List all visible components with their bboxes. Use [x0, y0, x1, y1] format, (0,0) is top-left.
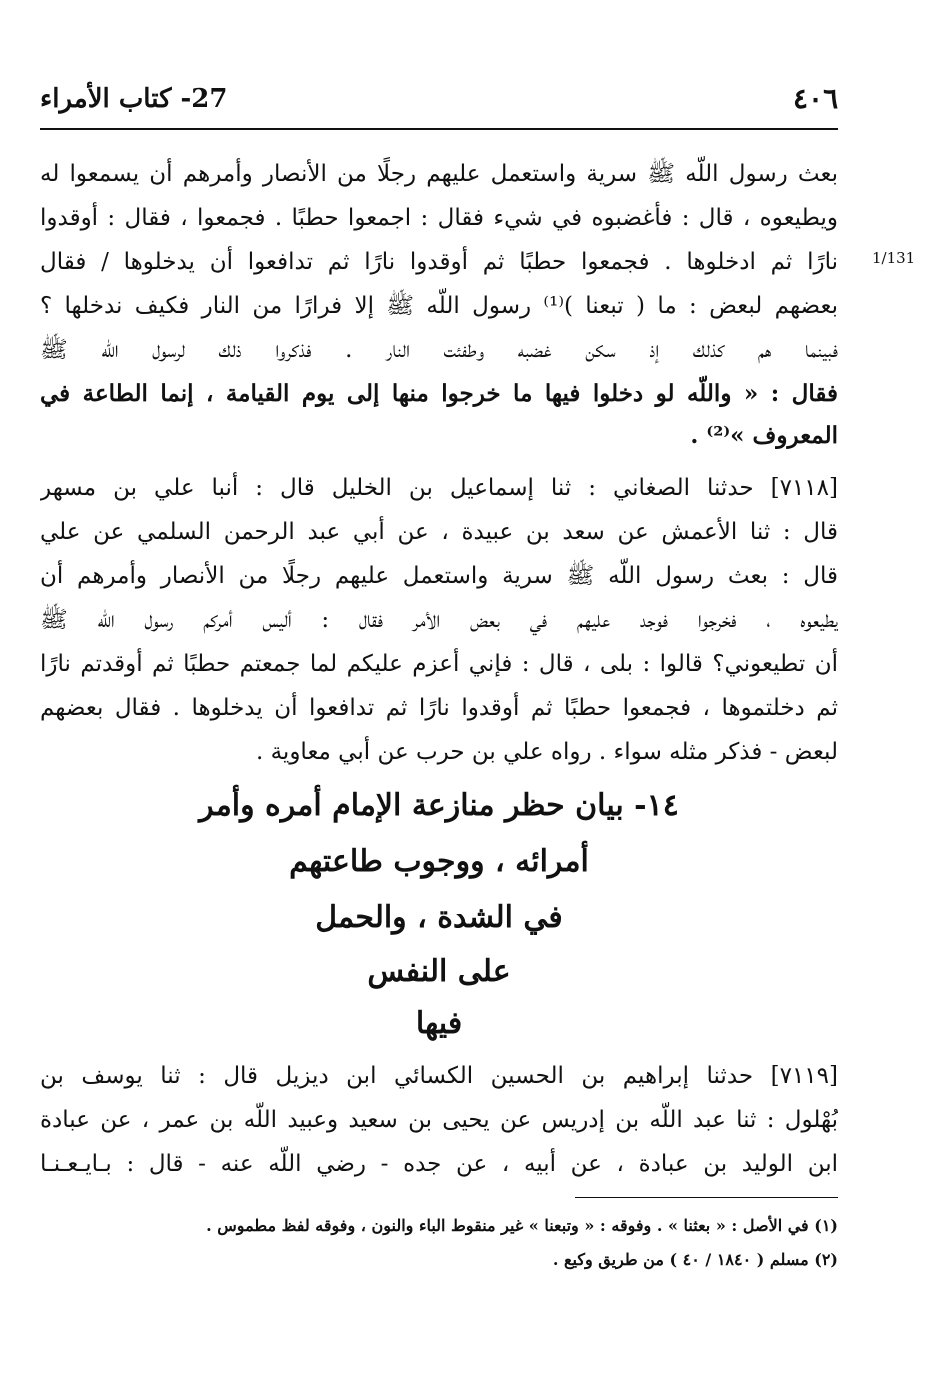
text-line: ثم دخلتموها ، فجمعوا حطبًا ثم أوقدوا نارًا ثم تدافعوا أن يدخلوها . فقال بعضهم	[40, 695, 838, 721]
text-line: بعث رسول اللّه ﷺ سرية واستعمل عليهم رجلًا من الأنصار وأمرهم أن يسمعوا له	[40, 161, 838, 187]
text-line: بُهْلول : ثنا عبد اللّه بن إدريس عن يحيى بن سعيد وعبيد اللّه بن عمر ، عن عبادة	[40, 1107, 838, 1133]
text-line: قال : ثنا الأعمش عن سعد بن عبيدة ، عن أبي عبد الرحمن السلمي عن علي	[40, 519, 838, 545]
section-heading: أمرائه ، ووجوب طاعتهم	[289, 844, 589, 879]
text-line: لبعض - فذكر مثله سواء . رواه علي بن حرب عن أبي معاوية .	[255, 739, 838, 765]
section-heading: فيها	[415, 1006, 463, 1041]
text-line: [٧١١٩] حدثنا إبراهيم بن الحسين الكسائي ابن ديزيل قال : ثنا يوسف بن	[40, 1063, 838, 1089]
text-line: [٧١١٨] حدثنا الصغاني : ثنا إسماعيل بن الخليل قال : أنبا علي بن مسهر	[40, 475, 838, 501]
text-line: فبينما هم كذلك إذ سكن غضبه وطفئت النار . فذكروا ذلك لرسول اللّه ﷺ	[40, 337, 838, 363]
hadith-quote-line: فقال : « واللّه لو دخلوا فيها ما خرجوا منها إلى يوم القيامة ، إنما الطاعة في	[40, 380, 838, 407]
manuscript-folio-note: 1/131	[872, 249, 916, 267]
header-rule	[40, 128, 838, 130]
text-line: بعضهم لبعض : ما ( تبعنا )⁽¹⁾ رسول اللّه ﷺ إلا فرارًا من النار فكيف ندخلها ؟	[40, 293, 838, 319]
text-line: ابن الوليد بن عبادة ، عن أبيه ، عن جده - رضي اللّه عنه - قال : بـايـعـنـا	[40, 1151, 838, 1177]
hadith-quote-line: المعروف »⁽²⁾ .	[690, 422, 838, 449]
section-heading: على النفس	[367, 954, 511, 989]
footnote: (٢) مسلم ( ١٨٤٠ / ٤٠ ) من طريق وكيع .	[552, 1250, 838, 1269]
section-heading: في الشدة ، والحمل	[315, 900, 563, 935]
text-line: يطيعوه ، فخرجوا فوجد عليهم في بعض الأمر فقال : أليس أمركم رسول اللّه ﷺ	[40, 607, 838, 633]
section-heading: ١٤- بيان حظر منازعة الإمام أمره وأمر	[199, 788, 679, 823]
page-number: ٤٠٦	[793, 82, 839, 115]
text-line: أن تطيعوني؟ قالوا : بلى ، قال : فإني أعزم عليكم لما جمعتم حطبًا ثم أوقدتم نارًا	[40, 651, 838, 677]
text-line: نارًا ثم ادخلوها . فجمعوا حطبًا ثم أوقدوا نارًا ثم تدافعوا أن يدخلوها / فقال	[40, 249, 838, 275]
text-line: قال : بعث رسول اللّه ﷺ سرية واستعمل عليهم رجلًا من الأنصار وأمرهم أن	[40, 563, 838, 589]
footnote: (١) في الأصل : « بعثنا » . وفوقه : « وتبعنا » غير منقوط الباء والنون ، وفوقه لفظ مطموس .	[206, 1216, 838, 1235]
text-line: ويطيعوه ، قال : فأغضبوه في شيء فقال : اجمعوا حطبًا . فجمعوا ، فقال : أوقدوا	[40, 205, 838, 231]
chapter-title: 27- كتاب الأمراء	[40, 84, 228, 114]
footnote-rule	[575, 1197, 838, 1198]
